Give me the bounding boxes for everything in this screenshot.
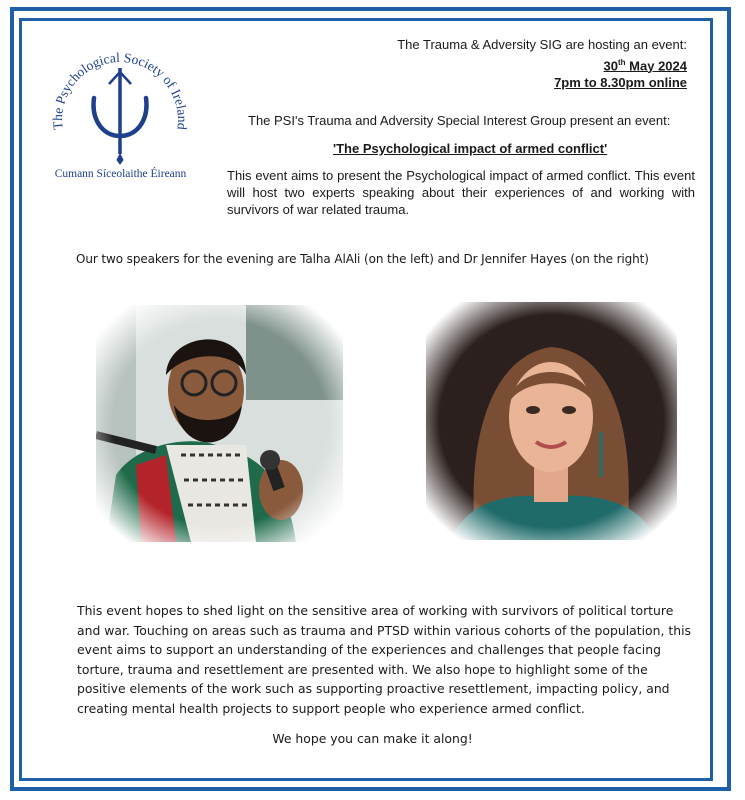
- psi-trident-icon: [94, 68, 147, 164]
- speakers-line: Our two speakers for the evening are Talha AlAli (on the left) and Dr Jennifer Hayes (on the right): [76, 252, 649, 266]
- logo-subtitle: Cumann Síceolaithe Éireann: [54, 168, 187, 180]
- event-date: 30th May 2024: [603, 57, 687, 73]
- closing-line: We hope you can make it along!: [272, 731, 473, 746]
- speaker-photo-jennifer: [426, 302, 677, 540]
- psi-logo: [45, 36, 195, 186]
- event-aims: This event aims to present the Psychological impact of armed conflict. This event will host two experts speaking about their experiences of and working with survivors of war related trauma.: [227, 168, 695, 217]
- event-description: This event hopes to shed light on the sensitive area of working with survivors of political torture and war. Touching on areas such as trauma and PTSD within various cohorts of the population, this event aims to support an understanding of the experiences and challenges that people facing torture, trauma and resettlement are presented with. We also hope to highlight some of the positive elements of the work such as supporting proactive resettlement, impacting policy, and creating mental health projects to support people who experience armed conflict.: [77, 603, 691, 716]
- event-time: 7pm to 8.30pm online: [554, 75, 687, 91]
- event-header: [397, 36, 687, 92]
- hosting-line: The Trauma & Adversity SIG are hosting an event:: [397, 37, 687, 52]
- event-title: 'The Psychological impact of armed conflict': [333, 141, 608, 156]
- speaker-photo-talha: [96, 305, 343, 542]
- logo-arc-text: The Psychological Society of Ireland: [49, 49, 191, 131]
- present-line: The PSI's Trauma and Adversity Special Interest Group present an event:: [248, 113, 671, 128]
